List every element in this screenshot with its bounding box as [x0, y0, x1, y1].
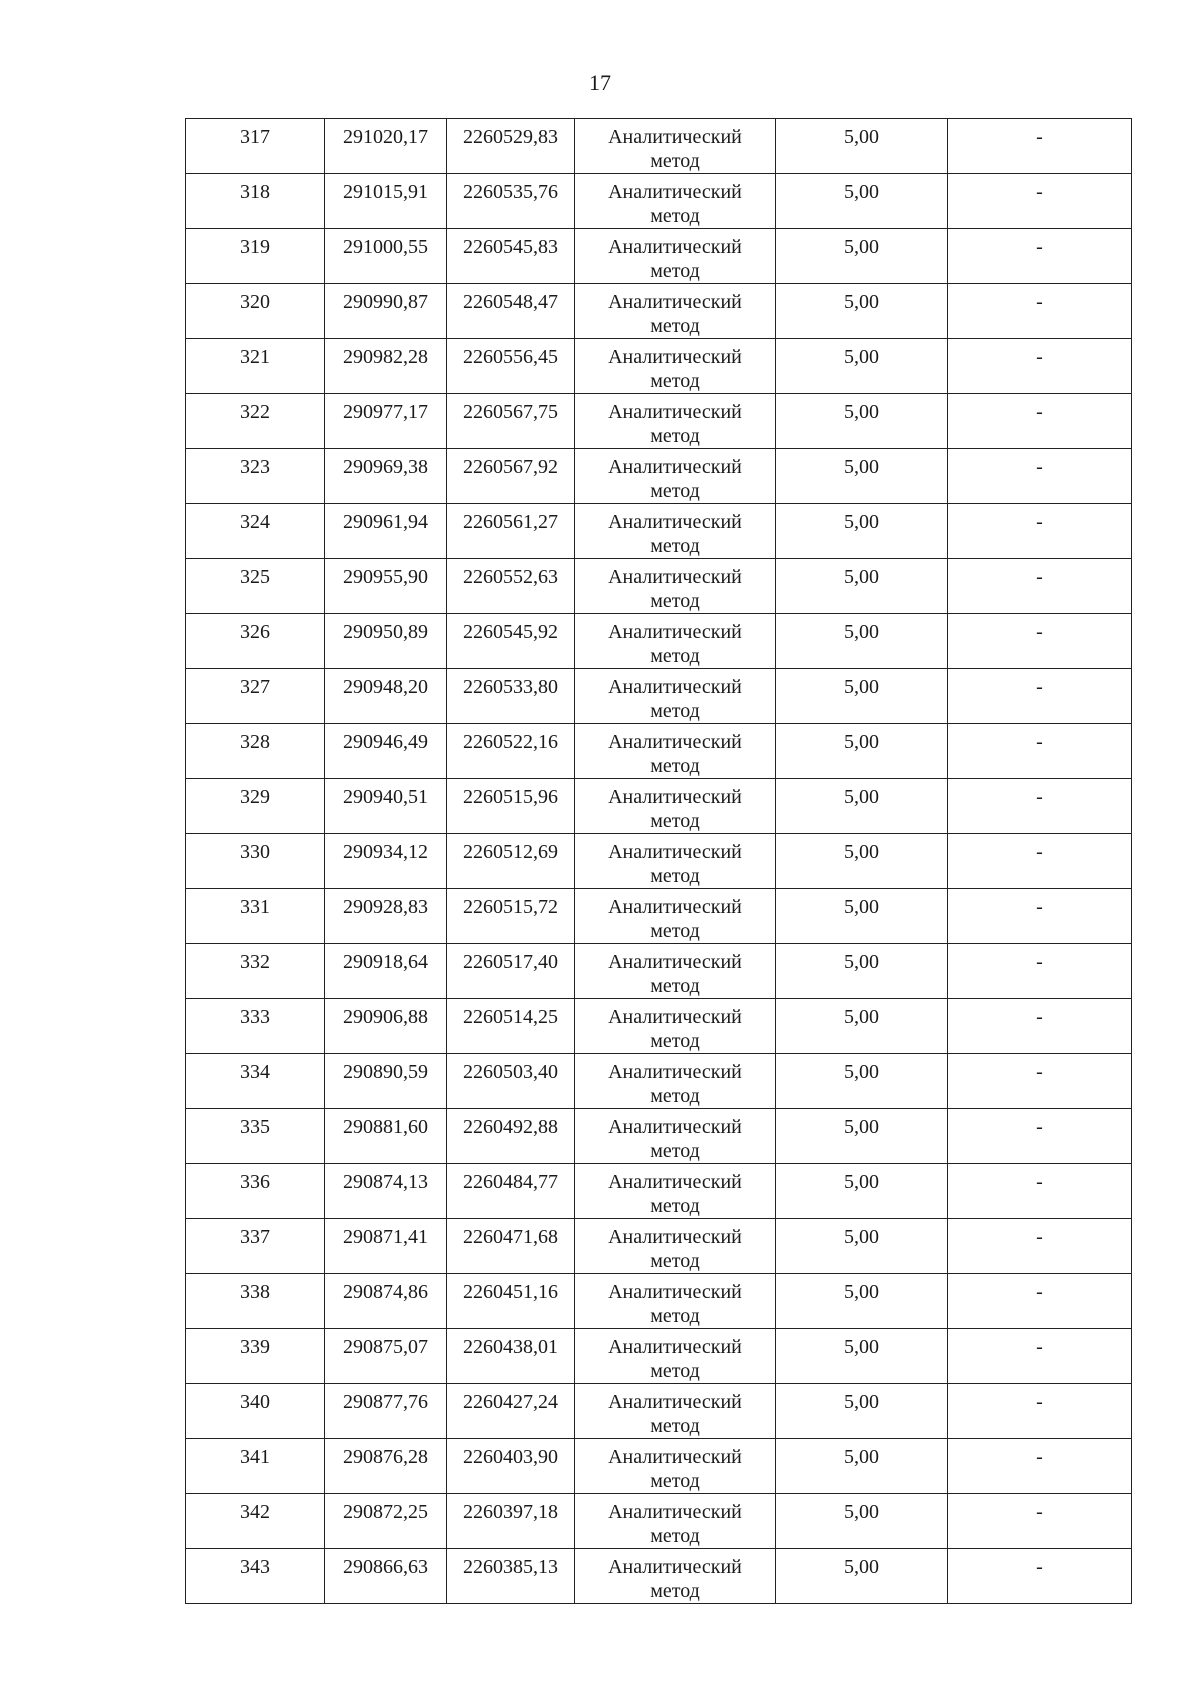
method-text-line: Аналитический: [608, 511, 742, 533]
y-coordinate-cell: 2260533,80: [447, 669, 575, 724]
table-row: [186, 504, 1132, 559]
method-text-line: метод: [650, 1360, 700, 1382]
table-row: [186, 999, 1132, 1054]
table-row: [186, 779, 1132, 834]
method-text-line: Аналитический: [608, 1061, 742, 1083]
method-cell: [575, 669, 776, 724]
method-cell: [575, 559, 776, 614]
x-coordinate-cell: 291020,17: [325, 119, 447, 174]
method-text-line: Аналитический: [608, 236, 742, 258]
note-cell: -: [948, 284, 1132, 339]
point-number-cell: 326: [186, 614, 325, 669]
method-text-line: Аналитический: [608, 1006, 742, 1028]
x-coordinate-cell: 290940,51: [325, 779, 447, 834]
accuracy-cell: 5,00: [776, 1549, 948, 1604]
y-coordinate-cell: 2260484,77: [447, 1164, 575, 1219]
y-coordinate-cell: 2260438,01: [447, 1329, 575, 1384]
table-row: [186, 1219, 1132, 1274]
y-coordinate-cell: 2260512,69: [447, 834, 575, 889]
point-number-cell: 322: [186, 394, 325, 449]
note-cell: -: [948, 1384, 1132, 1439]
accuracy-cell: 5,00: [776, 284, 948, 339]
note-cell: -: [948, 1549, 1132, 1604]
y-coordinate-cell: 2260451,16: [447, 1274, 575, 1329]
method-text-line: метод: [650, 1305, 700, 1327]
method-text-line: метод: [650, 1580, 700, 1602]
method-text-line: метод: [650, 755, 700, 777]
method-text-line: метод: [650, 645, 700, 667]
method-cell: [575, 1274, 776, 1329]
method-text-line: Аналитический: [608, 786, 742, 808]
accuracy-cell: 5,00: [776, 1164, 948, 1219]
point-number-cell: 339: [186, 1329, 325, 1384]
table-row: [186, 174, 1132, 229]
accuracy-cell: 5,00: [776, 119, 948, 174]
note-cell: -: [948, 504, 1132, 559]
note-cell: -: [948, 999, 1132, 1054]
accuracy-cell: 5,00: [776, 889, 948, 944]
point-number-cell: 334: [186, 1054, 325, 1109]
point-number-cell: 319: [186, 229, 325, 284]
y-coordinate-cell: 2260545,92: [447, 614, 575, 669]
point-number-cell: 331: [186, 889, 325, 944]
accuracy-cell: 5,00: [776, 614, 948, 669]
method-text-line: метод: [650, 1195, 700, 1217]
method-cell: [575, 229, 776, 284]
method-text-line: метод: [650, 370, 700, 392]
y-coordinate-cell: 2260556,45: [447, 339, 575, 394]
method-cell: [575, 834, 776, 889]
note-cell: -: [948, 944, 1132, 999]
table-row: [186, 1439, 1132, 1494]
method-text-line: метод: [650, 590, 700, 612]
x-coordinate-cell: 290874,86: [325, 1274, 447, 1329]
table-row: [186, 1384, 1132, 1439]
y-coordinate-cell: 2260567,75: [447, 394, 575, 449]
table-row: [186, 944, 1132, 999]
table-row: [186, 339, 1132, 394]
method-text-line: Аналитический: [608, 896, 742, 918]
accuracy-cell: 5,00: [776, 944, 948, 999]
y-coordinate-cell: 2260515,96: [447, 779, 575, 834]
method-cell: [575, 504, 776, 559]
method-text-line: метод: [650, 920, 700, 942]
method-text-line: Аналитический: [608, 1116, 742, 1138]
method-text-line: метод: [650, 865, 700, 887]
point-number-cell: 318: [186, 174, 325, 229]
method-cell: [575, 339, 776, 394]
method-text-line: Аналитический: [608, 621, 742, 643]
method-text-line: метод: [650, 700, 700, 722]
method-text-line: Аналитический: [608, 1171, 742, 1193]
method-cell: [575, 119, 776, 174]
method-text-line: метод: [650, 480, 700, 502]
table-row: [186, 1549, 1132, 1604]
note-cell: -: [948, 1109, 1132, 1164]
method-text-line: Аналитический: [608, 1226, 742, 1248]
point-number-cell: 337: [186, 1219, 325, 1274]
method-text-line: метод: [650, 1470, 700, 1492]
point-number-cell: 328: [186, 724, 325, 779]
table-row: [186, 1494, 1132, 1549]
note-cell: -: [948, 834, 1132, 889]
method-text-line: Аналитический: [608, 951, 742, 973]
method-text-line: Аналитический: [608, 126, 742, 148]
x-coordinate-cell: 290969,38: [325, 449, 447, 504]
method-cell: [575, 449, 776, 504]
point-number-cell: 338: [186, 1274, 325, 1329]
table-row: [186, 1274, 1132, 1329]
table-row: [186, 1164, 1132, 1219]
x-coordinate-cell: 290961,94: [325, 504, 447, 559]
method-text-line: метод: [650, 260, 700, 282]
note-cell: -: [948, 724, 1132, 779]
note-cell: -: [948, 174, 1132, 229]
y-coordinate-cell: 2260515,72: [447, 889, 575, 944]
point-number-cell: 335: [186, 1109, 325, 1164]
x-coordinate-cell: 290906,88: [325, 999, 447, 1054]
coordinates-table: [185, 118, 1132, 1604]
method-cell: [575, 1054, 776, 1109]
table-row: [186, 889, 1132, 944]
note-cell: -: [948, 229, 1132, 284]
y-coordinate-cell: 2260561,27: [447, 504, 575, 559]
note-cell: -: [948, 1164, 1132, 1219]
y-coordinate-cell: 2260529,83: [447, 119, 575, 174]
note-cell: -: [948, 1054, 1132, 1109]
note-cell: -: [948, 669, 1132, 724]
method-cell: [575, 614, 776, 669]
x-coordinate-cell: 290946,49: [325, 724, 447, 779]
table-row: [186, 614, 1132, 669]
x-coordinate-cell: 290876,28: [325, 1439, 447, 1494]
accuracy-cell: 5,00: [776, 449, 948, 504]
point-number-cell: 321: [186, 339, 325, 394]
method-cell: [575, 1329, 776, 1384]
method-text-line: Аналитический: [608, 1446, 742, 1468]
table-row: [186, 1329, 1132, 1384]
accuracy-cell: 5,00: [776, 834, 948, 889]
point-number-cell: 336: [186, 1164, 325, 1219]
method-text-line: Аналитический: [608, 841, 742, 863]
y-coordinate-cell: 2260403,90: [447, 1439, 575, 1494]
accuracy-cell: 5,00: [776, 1054, 948, 1109]
note-cell: -: [948, 449, 1132, 504]
point-number-cell: 333: [186, 999, 325, 1054]
method-cell: [575, 284, 776, 339]
x-coordinate-cell: 290877,76: [325, 1384, 447, 1439]
method-text-line: метод: [650, 1415, 700, 1437]
method-cell: [575, 889, 776, 944]
note-cell: -: [948, 339, 1132, 394]
point-number-cell: 327: [186, 669, 325, 724]
method-text-line: Аналитический: [608, 676, 742, 698]
method-text-line: Аналитический: [608, 181, 742, 203]
accuracy-cell: 5,00: [776, 779, 948, 834]
x-coordinate-cell: 290982,28: [325, 339, 447, 394]
y-coordinate-cell: 2260514,25: [447, 999, 575, 1054]
accuracy-cell: 5,00: [776, 1439, 948, 1494]
method-text-line: метод: [650, 535, 700, 557]
x-coordinate-cell: 290866,63: [325, 1549, 447, 1604]
accuracy-cell: 5,00: [776, 1494, 948, 1549]
x-coordinate-cell: 290934,12: [325, 834, 447, 889]
accuracy-cell: 5,00: [776, 1274, 948, 1329]
page-number: 17: [589, 70, 611, 95]
y-coordinate-cell: 2260545,83: [447, 229, 575, 284]
accuracy-cell: 5,00: [776, 1219, 948, 1274]
accuracy-cell: 5,00: [776, 999, 948, 1054]
y-coordinate-cell: 2260548,47: [447, 284, 575, 339]
method-text-line: Аналитический: [608, 401, 742, 423]
point-number-cell: 332: [186, 944, 325, 999]
method-text-line: метод: [650, 810, 700, 832]
y-coordinate-cell: 2260397,18: [447, 1494, 575, 1549]
method-text-line: метод: [650, 1085, 700, 1107]
accuracy-cell: 5,00: [776, 504, 948, 559]
point-number-cell: 325: [186, 559, 325, 614]
table-row: [186, 1054, 1132, 1109]
y-coordinate-cell: 2260522,16: [447, 724, 575, 779]
table-row: [186, 229, 1132, 284]
method-cell: [575, 1219, 776, 1274]
point-number-cell: 323: [186, 449, 325, 504]
method-text-line: Аналитический: [608, 456, 742, 478]
y-coordinate-cell: 2260552,63: [447, 559, 575, 614]
point-number-cell: 320: [186, 284, 325, 339]
table-row: [186, 119, 1132, 174]
table-row: [186, 669, 1132, 724]
method-text-line: метод: [650, 425, 700, 447]
method-cell: [575, 1384, 776, 1439]
x-coordinate-cell: 290950,89: [325, 614, 447, 669]
accuracy-cell: 5,00: [776, 1109, 948, 1164]
note-cell: -: [948, 559, 1132, 614]
x-coordinate-cell: 291000,55: [325, 229, 447, 284]
x-coordinate-cell: 290872,25: [325, 1494, 447, 1549]
method-cell: [575, 1439, 776, 1494]
note-cell: -: [948, 1439, 1132, 1494]
accuracy-cell: 5,00: [776, 669, 948, 724]
method-text-line: метод: [650, 1140, 700, 1162]
x-coordinate-cell: 290928,83: [325, 889, 447, 944]
note-cell: -: [948, 779, 1132, 834]
note-cell: -: [948, 1329, 1132, 1384]
x-coordinate-cell: 290875,07: [325, 1329, 447, 1384]
y-coordinate-cell: 2260492,88: [447, 1109, 575, 1164]
note-cell: -: [948, 1219, 1132, 1274]
accuracy-cell: 5,00: [776, 339, 948, 394]
x-coordinate-cell: 290955,90: [325, 559, 447, 614]
method-text-line: Аналитический: [608, 1556, 742, 1578]
x-coordinate-cell: 290990,87: [325, 284, 447, 339]
point-number-cell: 341: [186, 1439, 325, 1494]
table-row: [186, 724, 1132, 779]
method-text-line: Аналитический: [608, 1501, 742, 1523]
x-coordinate-cell: 291015,91: [325, 174, 447, 229]
y-coordinate-cell: 2260567,92: [447, 449, 575, 504]
point-number-cell: 330: [186, 834, 325, 889]
accuracy-cell: 5,00: [776, 724, 948, 779]
method-text-line: Аналитический: [608, 566, 742, 588]
method-text-line: Аналитический: [608, 346, 742, 368]
note-cell: -: [948, 119, 1132, 174]
point-number-cell: 324: [186, 504, 325, 559]
method-cell: [575, 394, 776, 449]
y-coordinate-cell: 2260427,24: [447, 1384, 575, 1439]
accuracy-cell: 5,00: [776, 1384, 948, 1439]
accuracy-cell: 5,00: [776, 559, 948, 614]
x-coordinate-cell: 290918,64: [325, 944, 447, 999]
method-text-line: Аналитический: [608, 1281, 742, 1303]
x-coordinate-cell: 290977,17: [325, 394, 447, 449]
x-coordinate-cell: 290871,41: [325, 1219, 447, 1274]
table-body: [186, 119, 1132, 1604]
method-cell: [575, 1109, 776, 1164]
table-row: [186, 834, 1132, 889]
note-cell: -: [948, 889, 1132, 944]
method-text-line: Аналитический: [608, 1391, 742, 1413]
y-coordinate-cell: 2260517,40: [447, 944, 575, 999]
y-coordinate-cell: 2260385,13: [447, 1549, 575, 1604]
table-row: [186, 1109, 1132, 1164]
note-cell: -: [948, 1494, 1132, 1549]
method-cell: [575, 944, 776, 999]
method-text-line: Аналитический: [608, 731, 742, 753]
note-cell: -: [948, 394, 1132, 449]
method-text-line: метод: [650, 1250, 700, 1272]
table-row: [186, 559, 1132, 614]
point-number-cell: 340: [186, 1384, 325, 1439]
x-coordinate-cell: 290948,20: [325, 669, 447, 724]
point-number-cell: 317: [186, 119, 325, 174]
x-coordinate-cell: 290890,59: [325, 1054, 447, 1109]
method-text-line: метод: [650, 1030, 700, 1052]
method-text-line: метод: [650, 1525, 700, 1547]
method-cell: [575, 999, 776, 1054]
note-cell: -: [948, 614, 1132, 669]
table-row: [186, 284, 1132, 339]
method-text-line: Аналитический: [608, 1336, 742, 1358]
method-text-line: метод: [650, 975, 700, 997]
y-coordinate-cell: 2260503,40: [447, 1054, 575, 1109]
method-cell: [575, 779, 776, 834]
accuracy-cell: 5,00: [776, 174, 948, 229]
note-cell: -: [948, 1274, 1132, 1329]
x-coordinate-cell: 290881,60: [325, 1109, 447, 1164]
method-cell: [575, 1494, 776, 1549]
method-text-line: метод: [650, 205, 700, 227]
method-cell: [575, 1164, 776, 1219]
table-row: [186, 449, 1132, 504]
point-number-cell: 342: [186, 1494, 325, 1549]
x-coordinate-cell: 290874,13: [325, 1164, 447, 1219]
method-text-line: метод: [650, 150, 700, 172]
method-text-line: метод: [650, 315, 700, 337]
method-cell: [575, 1549, 776, 1604]
y-coordinate-cell: 2260471,68: [447, 1219, 575, 1274]
method-cell: [575, 174, 776, 229]
method-text-line: Аналитический: [608, 291, 742, 313]
accuracy-cell: 5,00: [776, 229, 948, 284]
point-number-cell: 343: [186, 1549, 325, 1604]
method-cell: [575, 724, 776, 779]
table-row: [186, 394, 1132, 449]
point-number-cell: 329: [186, 779, 325, 834]
accuracy-cell: 5,00: [776, 1329, 948, 1384]
accuracy-cell: 5,00: [776, 394, 948, 449]
y-coordinate-cell: 2260535,76: [447, 174, 575, 229]
